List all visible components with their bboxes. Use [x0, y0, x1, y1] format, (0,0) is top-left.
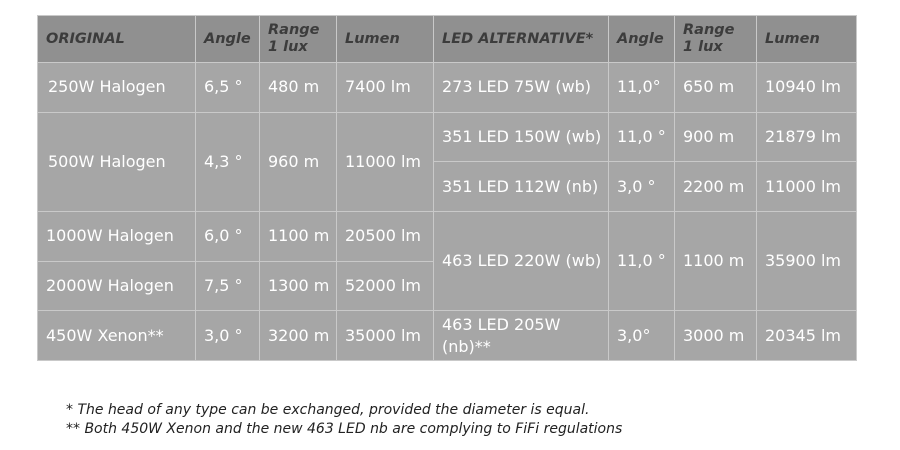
original-range: 960 m [260, 112, 337, 211]
table-row [38, 63, 857, 113]
original-angle: 4,3 ° [196, 112, 260, 211]
led-name: 463 LED 220W (wb) [434, 211, 609, 310]
header-row [38, 16, 857, 63]
led-range: 1100 m [675, 211, 757, 310]
table-row [38, 112, 857, 162]
header-lumen-original: Lumen [337, 16, 434, 63]
original-angle: 3,0 ° [196, 311, 260, 361]
led-angle: 11,0 ° [609, 211, 675, 310]
led-name: 351 LED 150W (wb) [434, 112, 609, 162]
original-range: 480 m [260, 63, 337, 113]
led-name: 463 LED 205W (nb)** [434, 311, 609, 361]
led-angle: 11,0 ° [609, 112, 675, 162]
footnote-fifi: ** Both 450W Xenon and the new 463 LED nb are complying to FiFi regulations [66, 421, 623, 437]
original-name: 1000W Halogen [38, 211, 196, 261]
original-name: 450W Xenon** [38, 311, 196, 361]
original-lumen: 11000 lm [337, 112, 434, 211]
led-range: 2200 m [675, 162, 757, 212]
led-name: 351 LED 112W (nb) [434, 162, 609, 212]
table-row [38, 311, 857, 361]
original-name: 2000W Halogen [38, 261, 196, 311]
header-range-original: Range 1 lux [260, 16, 337, 63]
header-range-led: Range 1 lux [675, 16, 757, 63]
original-range: 1100 m [260, 211, 337, 261]
header-angle-led: Angle [609, 16, 675, 63]
original-range: 3200 m [260, 311, 337, 361]
led-lumen: 10940 lm [757, 63, 857, 113]
original-angle: 6,0 ° [196, 211, 260, 261]
header-lumen-led: Lumen [757, 16, 857, 63]
header-angle-original: Angle [196, 16, 260, 63]
original-lumen: 7400 lm [337, 63, 434, 113]
original-range: 1300 m [260, 261, 337, 311]
led-name: 273 LED 75W (wb) [434, 63, 609, 113]
led-lumen: 21879 lm [757, 112, 857, 162]
original-lumen: 52000 lm [337, 261, 434, 311]
header-original: ORIGINAL [38, 16, 196, 63]
original-lumen: 20500 lm [337, 211, 434, 261]
led-lumen: 11000 lm [757, 162, 857, 212]
footnote-exchange: * The head of any type can be exchanged, provided the diameter is equal. [66, 402, 590, 418]
footnotes [66, 401, 622, 439]
original-name: 500W Halogen [38, 112, 196, 211]
table-row [38, 211, 857, 261]
header-led-alternative: LED ALTERNATIVE* [434, 16, 609, 63]
original-lumen: 35000 lm [337, 311, 434, 361]
led-range: 900 m [675, 112, 757, 162]
comparison-table [37, 15, 857, 361]
led-range: 650 m [675, 63, 757, 113]
original-angle: 6,5 ° [196, 63, 260, 113]
led-lumen: 35900 lm [757, 211, 857, 310]
original-angle: 7,5 ° [196, 261, 260, 311]
led-range: 3000 m [675, 311, 757, 361]
led-angle: 3,0° [609, 311, 675, 361]
original-name: 250W Halogen [38, 63, 196, 113]
led-angle: 3,0 ° [609, 162, 675, 212]
led-lumen: 20345 lm [757, 311, 857, 361]
led-angle: 11,0° [609, 63, 675, 113]
